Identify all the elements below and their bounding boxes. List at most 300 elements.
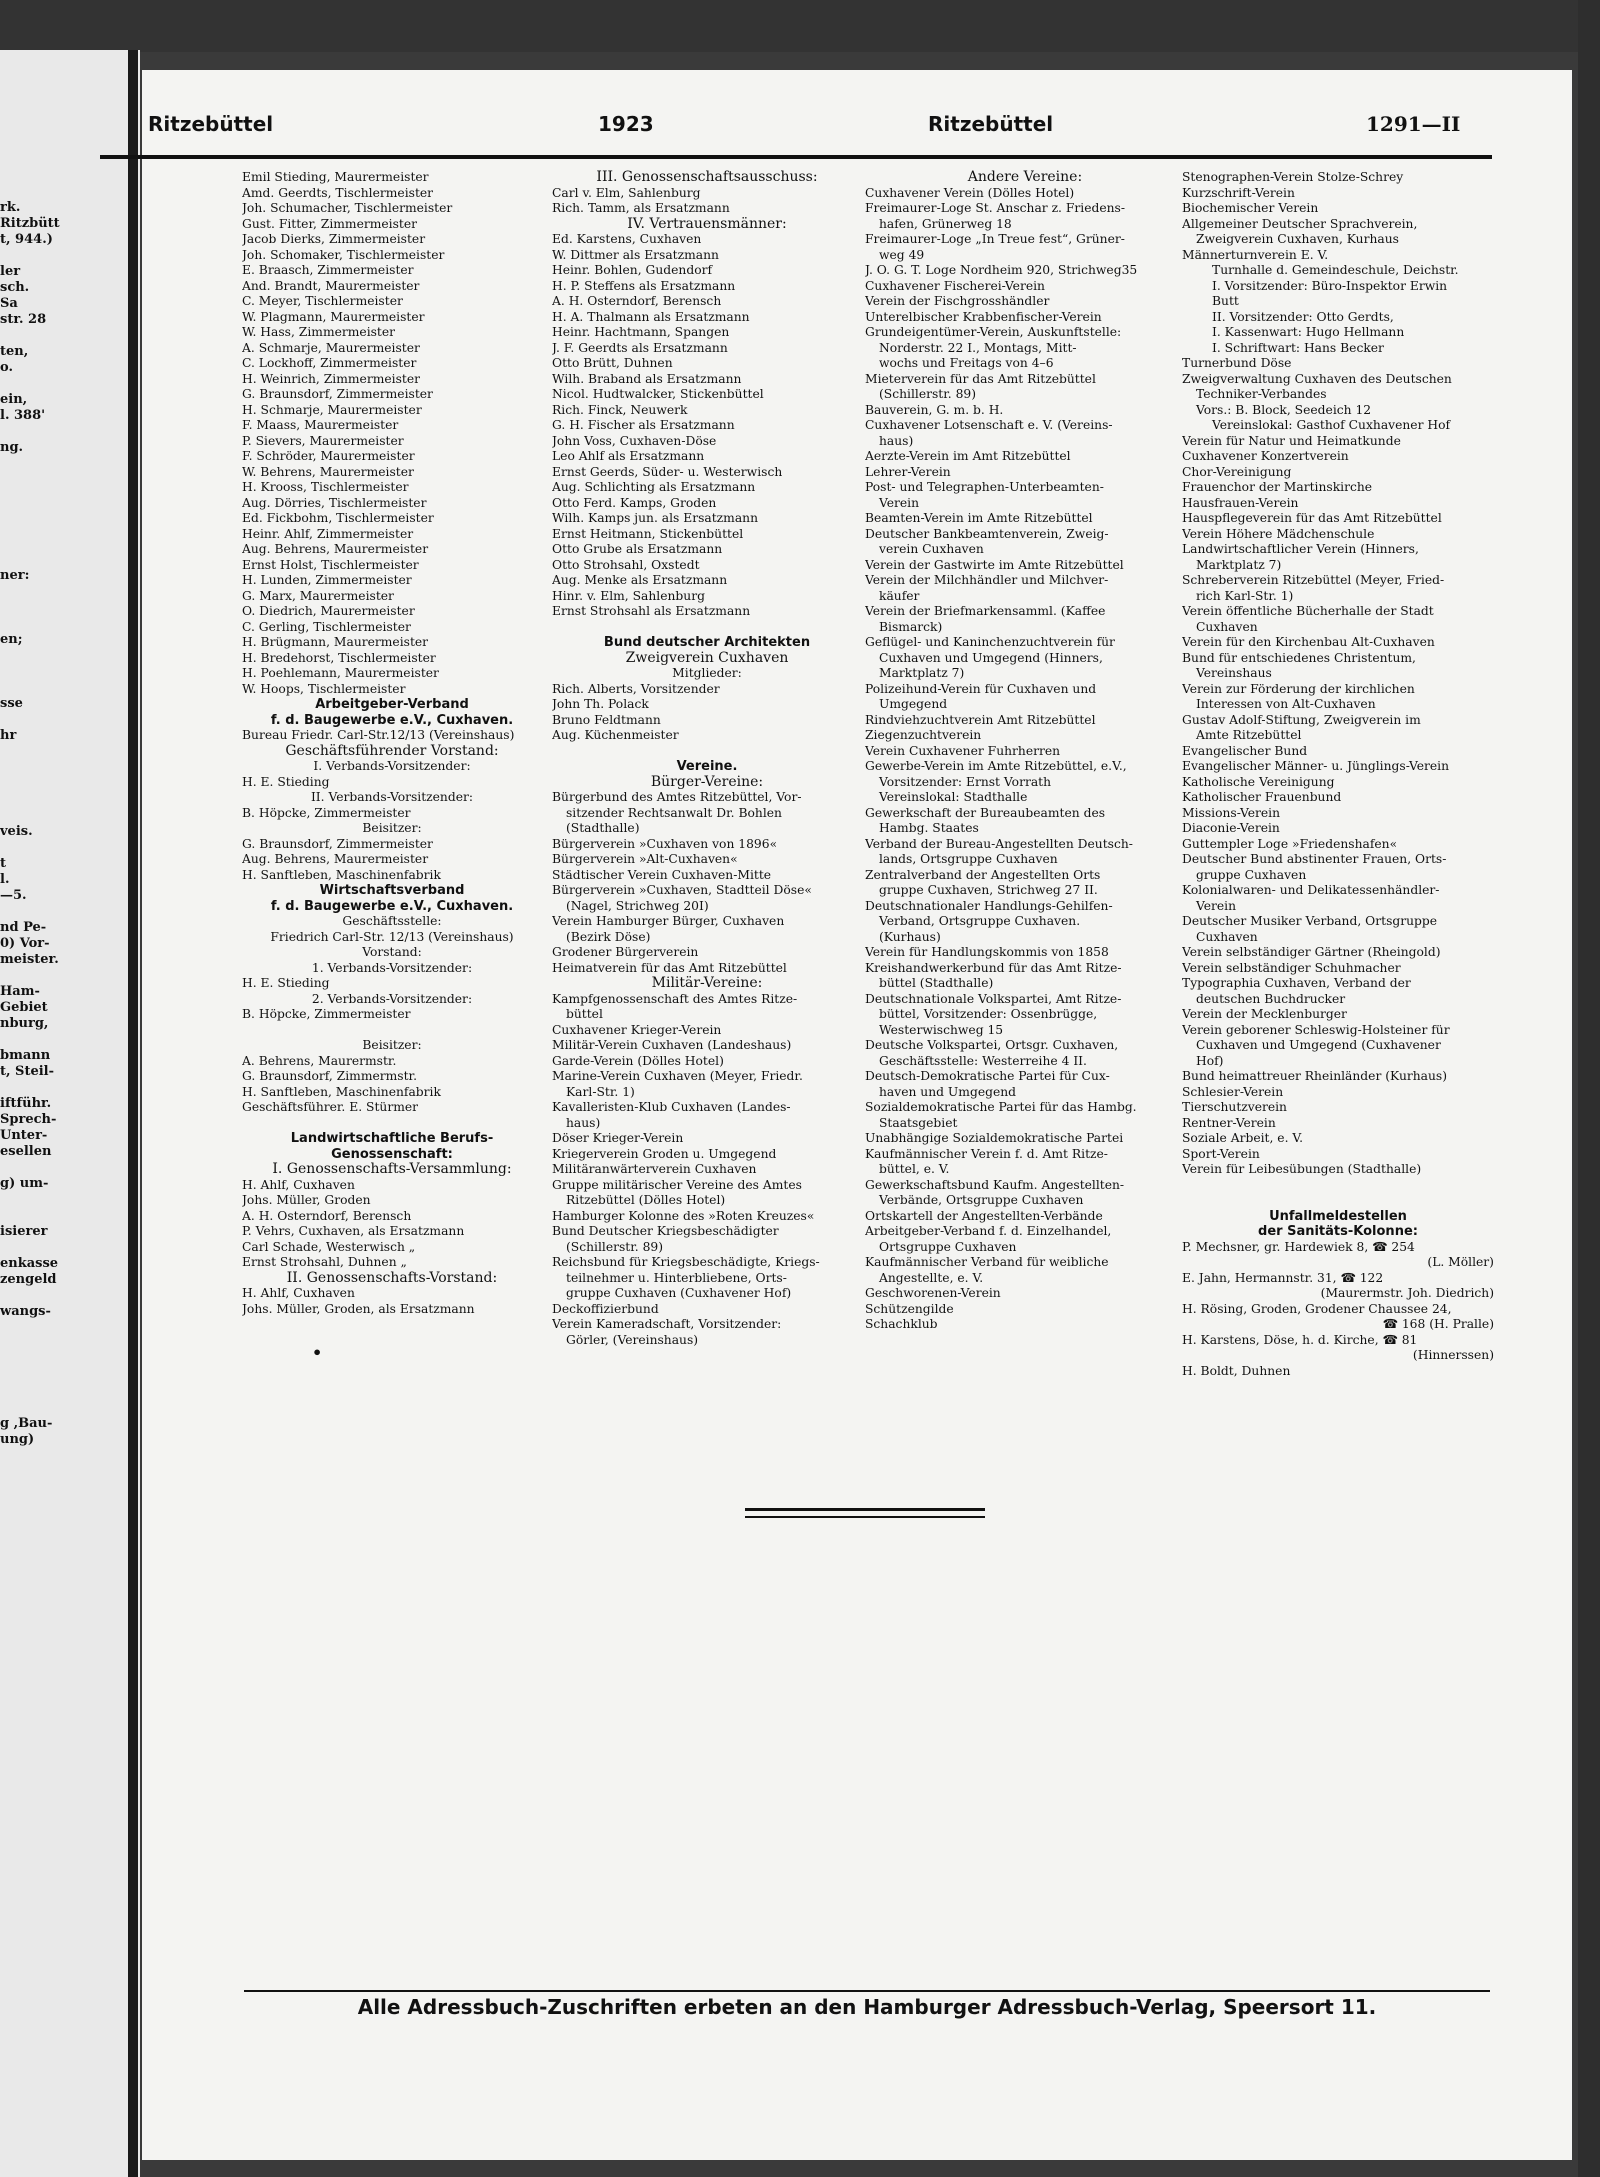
adjacent-page-fragment [0,1080,120,1096]
entry-line: (Nagel, Strichweg 20I) [566,898,709,913]
entry-line: Kriegerverein Groden u. Umgegend [552,1146,777,1161]
entry-line: der Sanitäts-Kolonne: [1258,1224,1418,1239]
entry-line: G. Braunsdorf, Zimmermstr. [242,1069,417,1083]
entry-line: Sozialdemokratische Partei für das Hambg. [865,1100,1137,1114]
adjacent-page-fragment: rk. [0,200,21,215]
entry-line: Otto Strohsahl, Oxstedt [552,557,700,572]
entry-line: G. Braunsdorf, Zimmermeister [242,387,433,401]
entry-line: Johs. Müller, Groden, als Ersatzmann [242,1301,475,1316]
entry-line: Arbeitgeber-Verband [315,697,469,712]
section-end-rule-thin [745,1516,985,1518]
entry-line: haus) [566,1115,601,1130]
entry-line: Leo Ahlf als Ersatzmann [552,449,705,463]
entry-line: John Voss, Cuxhaven-Döse [552,433,717,448]
entry-line: Genossenschaft: [331,1146,453,1162]
entry-line: Vorsitzender: Ernst Vorrath [879,774,1052,789]
entry-line: rich Karl-Str. 1) [1196,588,1294,603]
entry-line: Heinr. Hachtmann, Spangen [552,325,730,339]
entry-line: Bauverein, G. m. b. H. [865,402,1004,417]
entry-line: Heimatverein für das Amt Ritzebüttel [552,960,787,975]
entry-line: Bund für entschiedenes Christentum, [1182,650,1416,665]
entry-line: Butt [1212,294,1239,308]
entry-line: Otto Brütt, Duhnen [552,356,673,370]
entry-line: Vereine. [676,759,738,774]
entry-line: Unabhängige Sozialdemokratische Partei [865,1131,1124,1145]
entry-line: gruppe Cuxhaven [1196,867,1307,882]
entry-line: Freimaurer-Loge „In Treue fest“, Grüner- [865,232,1125,246]
adjacent-page-fragment [0,1400,120,1416]
adjacent-page-fragment: nd Pe- [0,920,47,935]
entry-line: Gust. Fitter, Zimmermeister [242,216,418,231]
entry-line: Schützengilde [865,1301,954,1316]
entry-line: Militär-Vereine: [651,976,763,991]
entry-line: Evangelischer Männer- u. Jünglings-Verein [1182,759,1449,773]
entry-line: deutschen Buchdrucker [1196,991,1346,1006]
adjacent-page-fragment [0,1192,120,1208]
entry-line: 1. Verbands-Vorsitzender: [311,960,473,975]
entry-line: Vereinslokal: Gasthof Cuxhavener Hof [1212,418,1451,432]
entry-line: Joh. Schumacher, Tischlermeister [242,201,453,215]
adjacent-page-fragment [0,792,120,808]
adjacent-page-fragment: Unter- [0,1128,48,1143]
adjacent-page-fragment: isierer [0,1224,48,1239]
entry-line: Grundeigentümer-Verein, Auskunftstelle: [865,325,1122,339]
adjacent-page-fragment: ng. [0,440,24,455]
entry-line: (L. Möller) [1427,1255,1494,1269]
entry-line: Ed. Fickbohm, Tischlermeister [242,511,434,525]
scan-border-top [0,0,1600,52]
entry-line: Landwirtschaftlicher Verein (Hinners, [1182,542,1419,556]
entry-line: Marktplatz 7) [879,666,965,680]
entry-line: G. Marx, Maurermeister [242,588,394,603]
entry-line: III. Genossenschaftsausschuss: [596,170,818,185]
entry-line: Kolonialwaren- und Delikatessenhändler- [1182,883,1440,897]
adjacent-page-fragment: ner: [0,568,30,583]
entry-line: Gewerkschaft der Bureaubeamten des [865,805,1106,820]
entry-line: Deutscher Musiker Verband, Ortsgruppe [1182,914,1438,928]
entry-line: Ritzebüttel (Dölles Hotel) [566,1193,726,1207]
entry-line: büttel, Vorsitzender: Ossenbrügge, [879,1007,1098,1021]
entry-line: Diaconie-Verein [1182,821,1280,835]
entry-line: Deutschnationaler Handlungs-Gehilfen- [865,898,1113,913]
entry-line: II. Genossenschafts-Vorstand: [286,1270,498,1286]
adjacent-page-fragment: g ,Bau- [0,1416,53,1431]
entry-line: Bürgerverein »Cuxhaven, Stadtteil Döse« [552,883,812,897]
entry-line: Wilh. Kamps jun. als Ersatzmann [552,511,758,525]
entry-line: Angestellte, e. V. [879,1270,984,1285]
entry-line: Rentner-Verein [1182,1115,1276,1130]
entry-line: C. Gerling, Tischlermeister [242,619,411,634]
entry-line: Geflügel- und Kaninchenzuchtverein für [865,635,1115,649]
entry-line: Cuxhavener Fischerei-Verein [865,278,1045,293]
entry-line [552,744,862,760]
entry-line: Verein der Briefmarkensamml. (Kaffee [865,604,1106,618]
header-rule [100,155,1492,159]
adjacent-page-fragment [0,424,120,440]
entry-line: Verband, Ortsgruppe Cuxhaven. [879,914,1081,928]
entry-line: Frauenchor der Martinskirche [1182,480,1373,494]
entry-line: Görler, (Vereinshaus) [566,1332,699,1347]
entry-line: Otto Grube als Ersatzmann [552,542,723,556]
entry-line: H. Lunden, Zimmermeister [242,573,412,587]
adjacent-page-fragment: Ritzbütt [0,216,60,231]
entry-line: Verbände, Ortsgruppe Cuxhaven [879,1193,1084,1207]
entry-line: Cuxhaven und Umgegend (Cuxhavener [1196,1038,1441,1052]
entry-line: And. Brandt, Maurermeister [242,278,420,293]
entry-line: H. A. Thalmann als Ersatzmann [552,309,750,324]
entry-line: Carl Schade, Westerwisch „ [242,1239,416,1254]
entry-line: Marine-Verein Cuxhaven (Meyer, Friedr. [552,1069,803,1083]
entry-line: I. Schriftwart: Hans Becker [1212,340,1384,355]
entry-line: Geschäftsführender Vorstand: [285,743,499,759]
entry-line: Ernst Heitmann, Stickenbüttel [552,526,744,541]
entry-line: Nicol. Hudtwalcker, Stickenbüttel [552,387,764,401]
entry-line: Verein für Natur und Heimatkunde [1182,433,1401,448]
entry-line: W. Behrens, Maurermeister [242,464,414,479]
entry-line: A. H. Osterndorf, Berensch [552,294,722,308]
entry-line: B. Höpcke, Zimmermeister [242,1007,411,1021]
entry-line: Carl v. Elm, Sahlenburg [552,185,701,200]
entry-line: I. Verbands-Vorsitzender: [313,759,471,773]
adjacent-page-fragment [0,808,120,824]
entry-line: Gustav Adolf-Stiftung, Zweigverein im [1182,712,1421,727]
adjacent-page-fragment [0,600,120,616]
entry-line: Kreishandwerkerbund für das Amt Ritze- [865,960,1122,975]
adjacent-page-fragment [0,1368,120,1384]
entry-line: (Kurhaus) [879,929,941,944]
adjacent-page-fragment: enkasse [0,1256,59,1271]
entry-line: Verein zur Förderung der kirchlichen [1182,681,1415,696]
entry-line: Cuxhavener Verein (Dölles Hotel) [865,185,1075,200]
entry-line: Verein selbständiger Schuhmacher [1182,960,1401,975]
entry-line: Verein der Fischgrosshändler [865,294,1050,308]
adjacent-page-fragment [0,488,120,504]
entry-line: käufer [879,588,920,603]
entry-line: (Hinnerssen) [1412,1348,1494,1362]
entry-line: Beamten-Verein im Amte Ritzebüttel [865,511,1093,525]
entry-line: Joh. Schomaker, Tischlermeister [242,247,445,262]
column-3 [865,170,1185,1333]
entry-line: Bund Deutscher Kriegsbeschädigter [552,1224,779,1238]
adjacent-page-fragment [0,840,120,856]
adjacent-page-fragment [0,1208,120,1224]
adjacent-page-fragment [0,1288,120,1304]
adjacent-page-fragment [0,1320,120,1336]
entry-line: H. Ahlf, Cuxhaven [242,1286,355,1300]
entry-line: Verein Hamburger Bürger, Cuxhaven [552,914,785,928]
entry-line: Verein der Gastwirte im Amte Ritzebüttel [865,557,1124,572]
entry-line: Ziegenzuchtverein [865,728,982,742]
entry-line: C. Lockhoff, Zimmermeister [242,356,417,370]
entry-line: H. Sanftleben, Maschinenfabrik [242,867,441,882]
entry-line: H. Boldt, Duhnen [1182,1363,1291,1378]
column-1 [242,170,542,1317]
entry-line: Bund heimattreuer Rheinländer (Kurhaus) [1182,1069,1448,1083]
entry-line: sitzender Rechtsanwalt Dr. Bohlen [566,805,782,820]
entry-line: E. Braasch, Zimmermeister [242,263,414,277]
entry-line: haus) [879,433,914,448]
adjacent-page-fragment: wangs- [0,1304,51,1319]
entry-line: Katholischer Frauenbund [1182,790,1342,804]
entry-line: Vors.: B. Block, Seedeich 12 [1196,402,1372,417]
adjacent-page-fragment: sch. [0,280,30,295]
entry-line: Turnhalle d. Gemeindeschule, Deichstr. [1212,263,1459,277]
entry-line: H. Krooss, Tischlermeister [242,480,409,494]
entry-line: Bürgerverein »Cuxhaven von 1896« [552,836,778,851]
entry-line: Stenographen-Verein Stolze-Schrey [1182,170,1404,184]
adjacent-page-fragment: meister. [0,952,59,967]
entry-line: Beisitzer: [362,821,422,835]
entry-line: Bürger-Vereine: [650,774,764,790]
page-header [98,112,1490,142]
entry-line: IV. Vertrauensmänner: [627,216,787,232]
footer-rule [244,1990,1490,1992]
entry-line: Arbeitgeber-Verband f. d. Einzelhandel, [865,1224,1112,1238]
entry-line: f. d. Baugewerbe e.V., Cuxhaven. [270,898,514,914]
entry-line: Jacob Dierks, Zimmermeister [242,232,426,246]
adjacent-page-fragment [0,904,120,920]
page-gap [128,50,138,2177]
entry-line: Verband der Bureau-Angestellten Deutsch- [865,836,1133,851]
entry-line: Beisitzer: [362,1038,422,1052]
entry-line: Freimaurer-Loge St. Anschar z. Friedens- [865,201,1126,215]
adjacent-page-edge [0,50,140,2177]
entry-line: W. Dittmer als Ersatzmann [552,247,719,262]
adjacent-page-fragment: sse [0,696,23,711]
adjacent-page-fragment: t [0,856,7,871]
entry-line: H. Poehlemann, Maurermeister [242,666,439,680]
adjacent-page-fragment: l. 388' [0,408,46,423]
entry-line: H. Sanftleben, Maschinenfabrik [242,1084,441,1099]
adjacent-page-fragment [0,1240,120,1256]
entry-line: weg 49 [879,247,925,262]
adjacent-page-fragment [0,1160,120,1176]
entry-line: gruppe Cuxhaven, Strichweg 27 II. [879,883,1098,897]
entry-line: Missions-Verein [1182,805,1281,820]
adjacent-page-fragment [0,1032,120,1048]
entry-line: Heinr. Ahlf, Zimmermeister [242,526,414,541]
entry-line: Landwirtschaftliche Berufs- [290,1131,494,1146]
adjacent-page-fragment: zengeld [0,1272,57,1287]
entry-line: gruppe Cuxhaven (Cuxhavener Hof) [566,1286,792,1300]
adjacent-page-fragment: hr [0,728,17,743]
entry-line: Geschäftsstelle: [342,914,442,928]
entry-line: Geschäftsstelle: Westerreihe 4 II. [879,1053,1087,1068]
adjacent-page-fragment [0,584,120,600]
adjacent-page-fragment [0,456,120,472]
entry-line: Marktplatz 7) [1196,557,1282,572]
entry-line: Deckoffizierbund [552,1301,659,1316]
adjacent-page-fragment: t, 944.) [0,232,53,247]
adjacent-page-fragment [0,616,120,632]
entry-line: Amd. Geerdts, Tischlermeister [242,185,434,200]
entry-line: haven und Umgegend [879,1084,1017,1099]
entry-line: verein Cuxhaven [879,542,984,556]
adjacent-page-fragment [0,248,120,264]
entry-line: Verein für Leibesübungen (Stadthalle) [1182,1162,1422,1176]
entry-line: Garde-Verein (Dölles Hotel) [552,1053,724,1068]
entry-line: Rich. Alberts, Vorsitzender [552,681,720,696]
entry-line: Sport-Verein [1182,1146,1260,1161]
adjacent-page-fragment: 0) Vor- [0,936,50,951]
entry-line [1182,1193,1494,1209]
entry-line: Kampfgenossenschaft des Amtes Ritze- [552,991,798,1006]
entry-line: Verein geborener Schleswig-Holsteiner für [1182,1022,1450,1037]
adjacent-page-fragment: ten, [0,344,29,359]
entry-line: Schachklub [865,1317,938,1331]
entry-line: Amte Ritzebüttel [1196,728,1302,742]
entry-line: Vereinshaus [1196,666,1272,680]
adjacent-page-fragment [0,760,120,776]
entry-line: Allgemeiner Deutscher Sprachverein, [1182,216,1418,231]
entry-line: Evangelischer Bund [1182,743,1308,758]
entry-line: Kaufmännischer Verband für weibliche [865,1255,1109,1269]
adjacent-page-fragment: esellen [0,1144,52,1159]
entry-line: Norderstr. 22 I., Montags, Mitt- [879,340,1077,355]
entry-line: Reichsbund für Kriegsbeschädigte, Kriegs- [552,1255,820,1269]
entry-line: Zentralverband der Angestellten Orts [865,867,1101,882]
entry-line: W. Hoops, Tischlermeister [242,681,406,696]
entry-line: John Th. Polack [552,697,649,711]
header-page-number: 1291—II [1366,112,1461,136]
entry-line: Aug. Schlichting als Ersatzmann [552,480,756,494]
entry-line: A. H. Osterndorf, Berensch [242,1208,412,1223]
entry-line: Verein öffentliche Bücherhalle der Stadt [1182,604,1434,618]
adjacent-page-fragment: —5. [0,888,27,903]
entry-line: Staatsgebiet [879,1115,958,1130]
entry-line: II. Verbands-Vorsitzender: [310,790,474,804]
adjacent-page-fragment: veis. [0,824,33,839]
entry-line: H. Brügmann, Maurermeister [242,635,429,649]
adjacent-page-fragment: nburg, [0,1016,49,1031]
entry-line: Katholische Vereinigung [1182,774,1335,789]
adjacent-page-fragment [0,1336,120,1352]
entry-line: W. Hass, Zimmermeister [242,325,396,339]
entry-line: Emil Stieding, Maurermeister [242,170,429,184]
entry-line: Heinr. Bohlen, Gudendorf [552,263,713,277]
adjacent-page-fragment [0,520,120,536]
entry-line: Karl-Str. 1) [566,1084,635,1099]
entry-line: H. Bredehorst, Tischlermeister [242,650,436,665]
adjacent-page-fragment [0,472,120,488]
adjacent-page-fragment: Sprech- [0,1112,57,1127]
entry-line: Guttempler Loge »Friedenshafen« [1182,836,1398,851]
entry-line: Post- und Telegraphen-Unterbeamten- [865,480,1104,494]
adjacent-page-fragment: bmann [0,1048,51,1063]
entry-line: büttel (Stadthalle) [879,976,994,990]
adjacent-page-fragment [0,776,120,792]
adjacent-page-fragment: l. [0,872,10,887]
entry-line: H. Rösing, Groden, Grodener Chaussee 24, [1182,1301,1452,1316]
entry-line: Aug. Behrens, Maurermeister [242,852,429,866]
entry-line: Wirtschaftsverband [319,883,465,898]
entry-line: Typographia Cuxhaven, Verband der [1182,976,1411,990]
entry-line: (Bezirk Döse) [566,929,651,944]
entry-line: Aug. Behrens, Maurermeister [242,542,429,556]
entry-line: P. Vehrs, Cuxhaven, als Ersatzmann [242,1224,465,1238]
entry-line [242,1023,542,1039]
entry-line: (Schillerstr. 89) [566,1239,664,1254]
entry-line: H. E. Stieding [242,774,330,789]
scan-border-right [1578,0,1600,2177]
column-4 [1182,170,1494,1379]
entry-line: Verein Kameradschaft, Vorsitzender: [552,1317,782,1331]
entry-line: (Stadthalle) [566,821,640,835]
entry-line: Vorstand: [362,945,422,959]
adjacent-page-fragment [0,328,120,344]
entry-line: Verein selbständiger Gärtner (Rheingold) [1182,945,1441,959]
entry-line: Polizeihund-Verein für Cuxhaven und [865,681,1097,696]
adjacent-page-fragment [0,504,120,520]
entry-line: Bruno Feldtmann [552,712,661,727]
entry-line: Zweigverwaltung Cuxhaven des Deutschen [1182,371,1452,386]
entry-line: A. Schmarje, Maurermeister [242,340,420,355]
entry-line: büttel, e. V. [879,1162,950,1176]
entry-line: Cuxhavener Konzertverein [1182,449,1349,463]
entry-line: Bürgerverein »Alt-Cuxhaven« [552,852,738,866]
entry-line: Turnerbund Döse [1182,356,1292,370]
entry-line: Johs. Müller, Groden [242,1193,371,1207]
adjacent-page-fragment: t, Steil- [0,1064,54,1079]
entry-line: Männerturnverein E. V. [1182,247,1329,262]
entry-line: Cuxhaven [1196,929,1258,944]
adjacent-page-fragment: Gebiet [0,1000,48,1015]
entry-line: Verein für den Kirchenbau Alt-Cuxhaven [1182,635,1435,649]
entry-line: Cuxhavener Krieger-Verein [552,1022,722,1037]
adjacent-page-text [0,200,120,1448]
entry-line: J. O. G. T. Loge Nordheim 920, Strichweg35 [865,263,1138,277]
entry-line: A. Behrens, Maurermstr. [242,1053,397,1068]
adjacent-page-fragment [0,744,120,760]
entry-line: I. Vorsitzender: Büro-Inspektor Erwin [1212,278,1448,293]
entry-line: Ed. Karstens, Cuxhaven [552,232,702,246]
entry-line: Verein [1196,898,1237,913]
entry-line: Hambg. Staates [879,821,979,835]
entry-line: Deutschnationale Volkspartei, Amt Ritze- [865,991,1122,1006]
adjacent-page-fragment [0,536,120,552]
publisher-footer: Alle Adressbuch-Zuschriften erbeten an den Hamburger Adressbuch-Verlag, Speersort 11. [357,1995,1377,2019]
entry-line: C. Meyer, Tischlermeister [242,294,403,308]
entry-line: P. Mechsner, gr. Hardewiek 8, ☎ 254 [1182,1239,1415,1254]
entry-line: W. Plagmann, Maurermeister [242,309,425,324]
entry-line: Mieterverein für das Amt Ritzebüttel [865,371,1096,386]
entry-line: I. Kassenwart: Hugo Hellmann [1212,325,1405,339]
adjacent-page-fragment [0,712,120,728]
entry-line: F. Maass, Maurermeister [242,418,399,432]
entry-line: Verein Cuxhavener Fuhrherren [865,743,1061,758]
entry-line: Hof) [1196,1053,1224,1068]
entry-line: wochs und Freitags von 4–6 [879,356,1054,370]
adjacent-page-fragment: o. [0,360,13,375]
entry-line: Hauspflegeverein für das Amt Ritzebüttel [1182,511,1442,525]
stray-mark: • [312,1343,323,1362]
entry-line: Verein der Milchhändler und Milchver- [865,573,1109,587]
entry-line: H. E. Stieding [242,976,330,990]
adjacent-page-fragment [0,376,120,392]
entry-line: Rindviehzuchtverein Amt Ritzebüttel [865,712,1096,727]
entry-line: teilnehmer u. Hinterbliebene, Orts- [566,1270,787,1285]
entry-line [552,620,862,636]
entry-line: Chor-Vereinigung [1182,464,1292,479]
header-right-title: Ritzebüttel [928,112,1054,136]
entry-line: Bund deutscher Architekten [603,635,811,650]
entry-line: Otto Ferd. Kamps, Groden [552,495,717,510]
entry-line: Rich. Tamm, als Ersatzmann [552,201,730,215]
entry-line: E. Jahn, Hermannstr. 31, ☎ 122 [1182,1270,1384,1285]
adjacent-page-fragment: g) um- [0,1176,49,1191]
entry-line: Andere Vereine: [967,170,1083,185]
entry-line: Ortsgruppe Cuxhaven [879,1239,1017,1254]
